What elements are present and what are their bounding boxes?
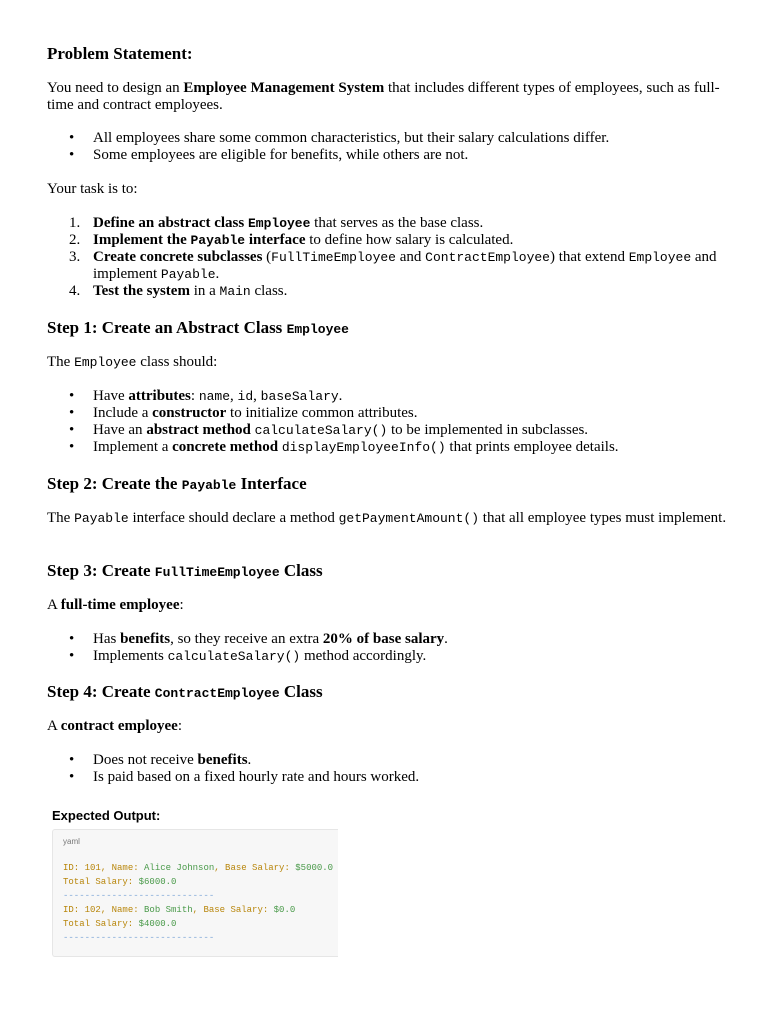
task-number: 3. <box>69 249 81 265</box>
bullet-text: Have an <box>93 422 147 438</box>
code-key: Total Salary: <box>63 877 139 887</box>
step3-heading <box>47 561 323 583</box>
problem-intro-text: You need to design an <box>47 80 184 96</box>
expected-output-code-block <box>52 829 338 957</box>
heading-text: Interface <box>236 474 307 493</box>
step3-bullet-list <box>47 631 727 665</box>
problem-intro-text-2: that includes different types of employees, such as full-time and contract employees. <box>47 80 720 113</box>
bullet-text: . <box>338 388 343 404</box>
bullet-bold: concrete method <box>172 439 279 455</box>
task-number: 1. <box>69 215 81 231</box>
bullet-text: Has <box>93 631 121 647</box>
code-value: 101 <box>84 863 101 873</box>
step4-bullet <box>47 752 727 769</box>
step1-bullet <box>47 388 727 405</box>
bullet-bold: abstract method <box>146 422 251 438</box>
task-bold: Create concrete subclasses <box>93 249 263 265</box>
heading-text: Step 2: Create the <box>47 474 182 493</box>
task-code: Payable <box>190 233 246 248</box>
bullet-text: , <box>253 388 261 404</box>
task-number: 4. <box>69 283 81 299</box>
step1-bullet <box>47 405 727 422</box>
bullet-bold: attributes <box>128 388 191 404</box>
task-text: to define how salary is calculated. <box>305 232 514 248</box>
heading-text: Class <box>279 561 323 580</box>
code-value: $4000.0 <box>138 919 177 929</box>
bullet-text: Does not receive <box>93 752 198 768</box>
heading-text: Class <box>279 682 323 701</box>
code-value: Alice Johnson <box>144 863 215 873</box>
heading-code: FullTimeEmployee <box>154 565 280 580</box>
intro-bold: contract employee <box>60 718 178 734</box>
intro-text: class should: <box>136 354 218 370</box>
code-value: $6000.0 <box>138 877 177 887</box>
code-value: $5000.0 <box>295 863 334 873</box>
step1-bullet <box>47 422 727 439</box>
bullet-text: Implements <box>93 648 168 664</box>
task-text: in a <box>189 283 220 299</box>
step1-bullet <box>47 439 727 456</box>
code-separator: ---------------------------- <box>63 891 215 901</box>
code-key: ID: <box>63 905 85 915</box>
code-value: 102 <box>84 905 101 915</box>
bullet-text: , <box>230 388 238 404</box>
task-code: ContractEmployee <box>425 250 550 265</box>
task-bold: Test the system <box>93 283 190 299</box>
code-line <box>63 861 333 875</box>
bullet-bold: benefits <box>120 631 171 647</box>
task-text: . <box>215 266 220 282</box>
problem-heading: Problem Statement: <box>47 44 193 63</box>
bullet-code: calculateSalary() <box>167 649 301 664</box>
bullet-text: to be implemented in subclasses. <box>387 422 589 438</box>
task-code: Main <box>219 284 251 299</box>
intro-text: A <box>47 597 61 613</box>
problem-bullet-list <box>47 130 727 164</box>
task-list <box>47 215 727 300</box>
task-code: Employee <box>628 250 692 265</box>
step3-bullet <box>47 631 727 648</box>
problem-intro-bold: Employee Management System <box>183 80 385 96</box>
bullet-text: Implement a <box>93 439 173 455</box>
task-text: class. <box>250 283 288 299</box>
bullet-code: id <box>237 389 254 404</box>
step4-bullet-list <box>47 752 727 786</box>
task-text: ( <box>262 249 272 265</box>
intro-text: The <box>47 510 75 526</box>
code-key: , Name: <box>100 905 145 915</box>
bullet-text: Include a <box>93 405 153 421</box>
bullet-text: to initialize common attributes. <box>226 405 418 421</box>
heading-code: Payable <box>181 478 237 493</box>
step4-intro <box>47 718 727 735</box>
code-separator: ---------------------------- <box>63 933 215 943</box>
task-item <box>47 232 727 249</box>
step3-bullet <box>47 648 727 665</box>
step4-bullet: • Is paid based on a fixed hourly rate and hours worked. <box>47 769 727 786</box>
task-text: and implement <box>93 249 717 282</box>
heading-text: Step 1: Create an Abstract Class <box>47 318 287 337</box>
bullet-code: calculateSalary() <box>254 423 388 438</box>
task-text: ) that extend <box>549 249 629 265</box>
step2-heading <box>47 474 307 496</box>
code-key: Total Salary: <box>63 919 139 929</box>
intro-text: interface should declare a method <box>128 510 339 526</box>
heading-text: Step 3: Create <box>47 561 155 580</box>
intro-code: Payable <box>74 511 129 526</box>
step1-heading <box>47 318 349 340</box>
code-key: , Name: <box>100 863 145 873</box>
intro-code: Employee <box>74 355 137 370</box>
bullet-text: that prints employee details. <box>445 439 619 455</box>
intro-text: : <box>179 597 184 613</box>
bullet-text: . <box>444 631 448 647</box>
bullet-text: , so they receive an extra <box>170 631 323 647</box>
code-value: Bob Smith <box>144 905 193 915</box>
code-key: ID: <box>63 863 85 873</box>
bullet-code: baseSalary <box>260 389 339 404</box>
bullet-bold: 20% of base salary <box>322 631 445 647</box>
task-code: FullTimeEmployee <box>271 250 396 265</box>
bullet-text: Have <box>93 388 129 404</box>
code-line <box>63 917 176 931</box>
code-line <box>63 903 295 917</box>
bullet-text: : <box>190 388 199 404</box>
step1-intro <box>47 354 727 371</box>
step2-intro <box>47 510 727 527</box>
task-code: Payable <box>160 267 216 282</box>
intro-text: The <box>47 354 75 370</box>
code-key: , Base Salary: <box>192 905 274 915</box>
heading-text: Step 4: Create <box>47 682 155 701</box>
problem-bullet: • All employees share some common characteristics, but their salary calculations differ. <box>47 130 727 147</box>
task-text: and <box>395 249 426 265</box>
bullet-text: . <box>247 752 252 768</box>
intro-text: : <box>177 718 182 734</box>
intro-text: that all employee types must implement. <box>479 510 727 526</box>
task-item <box>47 283 727 300</box>
step3-intro <box>47 597 727 614</box>
task-intro: Your task is to: <box>47 181 138 197</box>
bullet-text: method accordingly. <box>300 648 427 664</box>
heading-code: Employee <box>286 322 349 337</box>
task-bold: Implement the <box>93 232 191 248</box>
code-language-label: yaml <box>63 837 80 846</box>
intro-bold: full-time employee <box>60 597 180 613</box>
task-item <box>47 249 727 283</box>
code-key: , Base Salary: <box>214 863 296 873</box>
heading-code: ContractEmployee <box>154 686 280 701</box>
task-item <box>47 215 727 232</box>
bullet-code: name <box>198 389 231 404</box>
expected-output-label: Expected Output: <box>52 808 161 823</box>
task-text: that serves as the base class. <box>310 215 484 231</box>
intro-text: A <box>47 718 61 734</box>
step4-heading <box>47 682 323 704</box>
task-bold: Define an abstract class <box>93 215 248 231</box>
task-code: Employee <box>247 216 311 231</box>
problem-intro <box>47 80 727 114</box>
step1-bullet-list <box>47 388 727 456</box>
bullet-bold: constructor <box>152 405 227 421</box>
task-number: 2. <box>69 232 81 248</box>
intro-code: getPaymentAmount() <box>338 511 480 526</box>
code-line <box>63 875 176 889</box>
problem-bullet: • Some employees are eligible for benefits, while others are not. <box>47 147 727 164</box>
code-value: $0.0 <box>273 905 296 915</box>
bullet-bold: benefits <box>197 752 248 768</box>
bullet-code: displayEmployeeInfo() <box>281 440 446 455</box>
task-bold: interface <box>245 232 306 248</box>
